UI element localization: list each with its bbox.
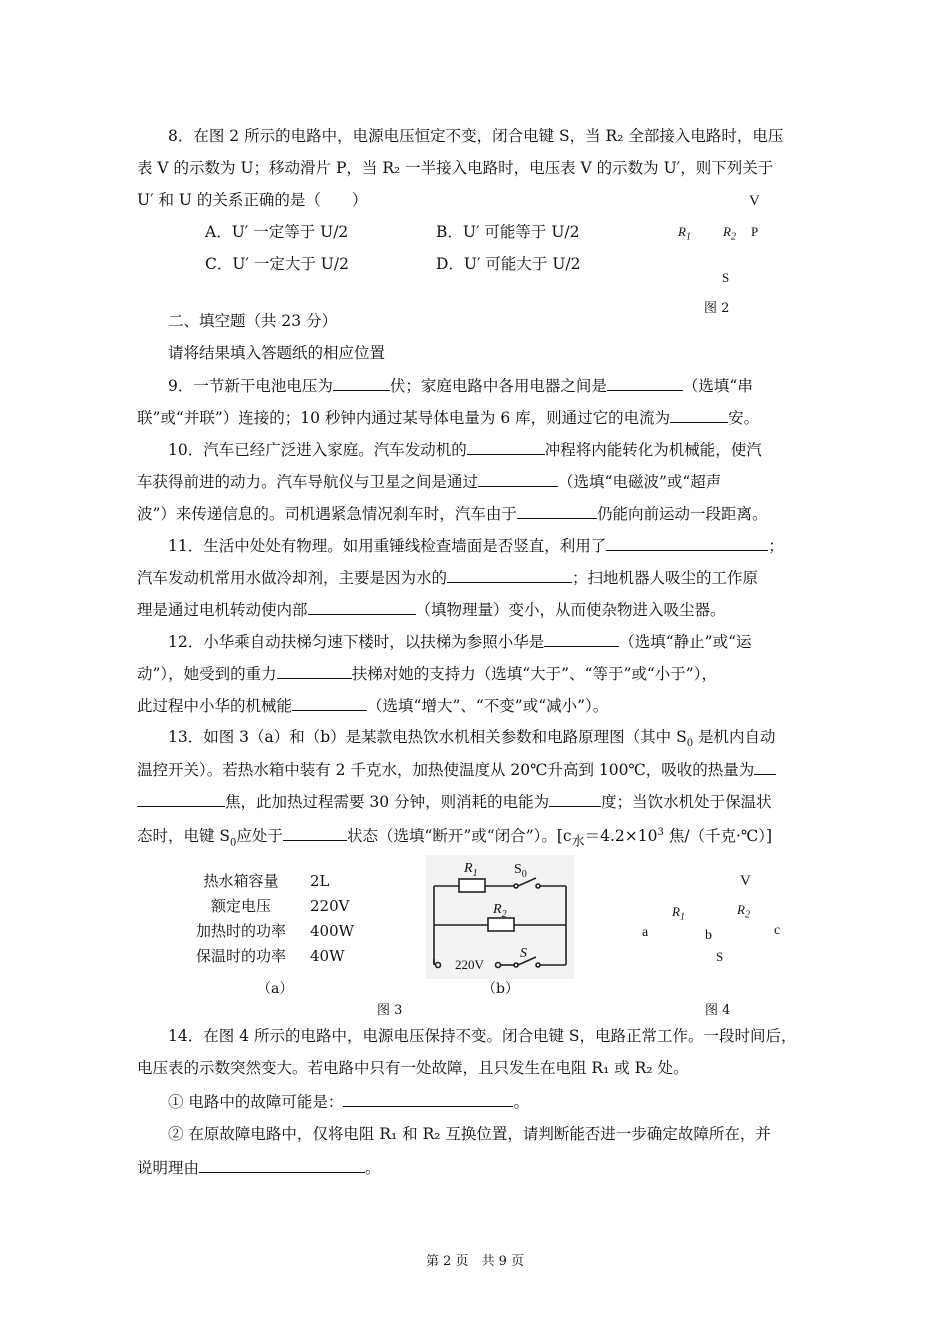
q8-option-c: C．U′ 一定大于 U/2	[205, 255, 349, 273]
fig4-point-b: b	[705, 928, 712, 943]
q14-line1: 14．在图 4 所示的电路中，电源电压保持不变。闭合电键 S，电路正常工作。一段时间后，	[168, 1027, 797, 1045]
fig3b-s0-label: $S_0$	[514, 862, 527, 880]
q12-line2: 动”），她受到的重力 扶梯对她的支持力（选填“大于”、“等于”或“小于”），	[137, 665, 717, 683]
fig3b-switch-label: S	[520, 946, 527, 961]
q13-line1: 13．如图 3（a）和（b）是某款电热饮水机相关参数和电路原理图（其中 $S_0$ 是机内自动	[168, 728, 776, 750]
table-row: 热水箱容量 2L	[203, 871, 330, 890]
table-row: 额定电压 220V	[210, 896, 350, 915]
q14-line4: ② 在原故障电路中，仅将电阻 R₁ 和 R₂ 互换位置，请判断能否进一步确定故障所在，并	[168, 1125, 771, 1143]
page-footer: 第 2 页 共 9 页	[425, 1254, 525, 1269]
q10-line2: 车获得前进的动力。汽车导航仪与卫星之间是通过 （选填“电磁波”或“超声	[137, 473, 722, 491]
q8-option-a: A．U′ 一定等于 U/2	[205, 223, 349, 241]
fig4-r2-label: $R_2$	[737, 902, 750, 921]
q14-line5: 说明理由 。	[137, 1159, 381, 1177]
fig2-caption: 图 2	[704, 301, 730, 316]
q10-line1: 10．汽车已经广泛进入家庭。汽车发动机的 冲程将内能转化为机械能，使汽	[168, 441, 762, 459]
q14-line3: ① 电路中的故障可能是： 。	[168, 1093, 529, 1111]
q9-line2: 联”或“并联”）连接的；10 秒钟内通过某导体电量为 6 库，则通过它的电流为 安。	[137, 409, 760, 427]
fig4-point-a: a	[642, 925, 649, 940]
q12-line1: 12．小华乘自动扶梯匀速下楼时，以扶梯为参照小华是 （选填“静止”或“运	[168, 633, 752, 651]
q14-line2: 电压表的示数突然变大。若电路中只有一处故障，且只发生在电阻 R₁ 或 R₂ 处。	[137, 1059, 689, 1077]
fig4-switch-label: S	[716, 949, 724, 964]
fig4-caption: 图 4	[705, 1003, 731, 1018]
q13-line2: 温控开关）。若热水箱中装有 2 千克水，加热使温度从 20℃升高到 100℃，吸收的热量为	[137, 759, 776, 780]
q8-option-d: D．U′ 可能大于 U/2	[436, 255, 581, 273]
q8-option-b: B．U′ 可能等于 U/2	[436, 223, 580, 241]
fig4-voltmeter-label: V	[740, 873, 751, 889]
q8-line3: U′ 和 U 的关系正确的是（ ）	[137, 191, 368, 209]
q11-line1: 11．生活中处处有物理。如用重锤线检查墙面是否竖直，利用了 ；	[168, 537, 784, 555]
fig3b-voltage-label: 220V	[455, 957, 484, 972]
table-row: 保温时的功率 40W	[195, 946, 345, 965]
q10-line3: 波”）来传递信息的。司机遇紧急情况刹车时，汽车由于 仍能向前运动一段距离。	[137, 505, 768, 523]
q8-line2: 表 V 的示数为 U；移动滑片 P，当 R₂ 一半接入电路时，电压表 V 的示数为 U′，则下列关于	[137, 159, 774, 177]
fig2-switch-label: S	[722, 270, 730, 285]
q12-line3: 此过程中小华的机械能 （选填“增大”、“不变”或“减小”）。	[137, 697, 609, 715]
q11-line3: 理是通过电机转动使内部 （填物理量）变小，从而使杂物进入吸尘器。	[137, 601, 726, 619]
fig3b-r1-label: $R_1$	[464, 861, 478, 879]
section-instruction: 请将结果填入答题纸的相应位置	[168, 344, 386, 362]
fig2-voltmeter-label: V	[749, 193, 760, 209]
fig2-r1-label: $R_1$	[678, 224, 691, 243]
q9-line1: 9．一节新干电池电压为 伏；家庭电路中各用电器之间是 （选填“串	[168, 377, 753, 395]
q13-line3: 焦，此加热过程需要 30 分钟，则消耗的电能为 度；当饮水机处于保温状	[137, 791, 772, 812]
table-row: 加热时的功率 400W	[195, 921, 355, 940]
fig2-slider-label: P	[751, 224, 759, 239]
fig3b-r2-label: $R_2$	[493, 902, 507, 920]
fig3-caption: 图 3	[377, 1003, 403, 1018]
fig4-r1-label: $R_1$	[672, 904, 685, 923]
fig2-r2-label: $R_2$	[723, 224, 736, 243]
q11-line2: 汽车发动机常用水做冷却剂，主要是因为水的 ；扫地机器人吸尘的工作原	[137, 569, 759, 587]
section-title: 二、填空题（共 23 分）	[168, 312, 338, 330]
q13-line4: 态时，电键 $S_0$应处于 状态（选填“断开”或“闭合”）。[$c_水=4.2\times 10^3$ 焦/（千克·℃）]	[137, 827, 773, 850]
fig3a-parameter-table	[172, 868, 390, 968]
fig4-point-c: c	[774, 923, 781, 938]
q8-line1: 8．在图 2 所示的电路中，电源电压恒定不变，闭合电键 S，当 R₂ 全部接入电路时，电压	[168, 127, 784, 145]
fig3b-caption: （b）	[482, 981, 519, 997]
fig3a-caption: （a）	[257, 981, 294, 997]
